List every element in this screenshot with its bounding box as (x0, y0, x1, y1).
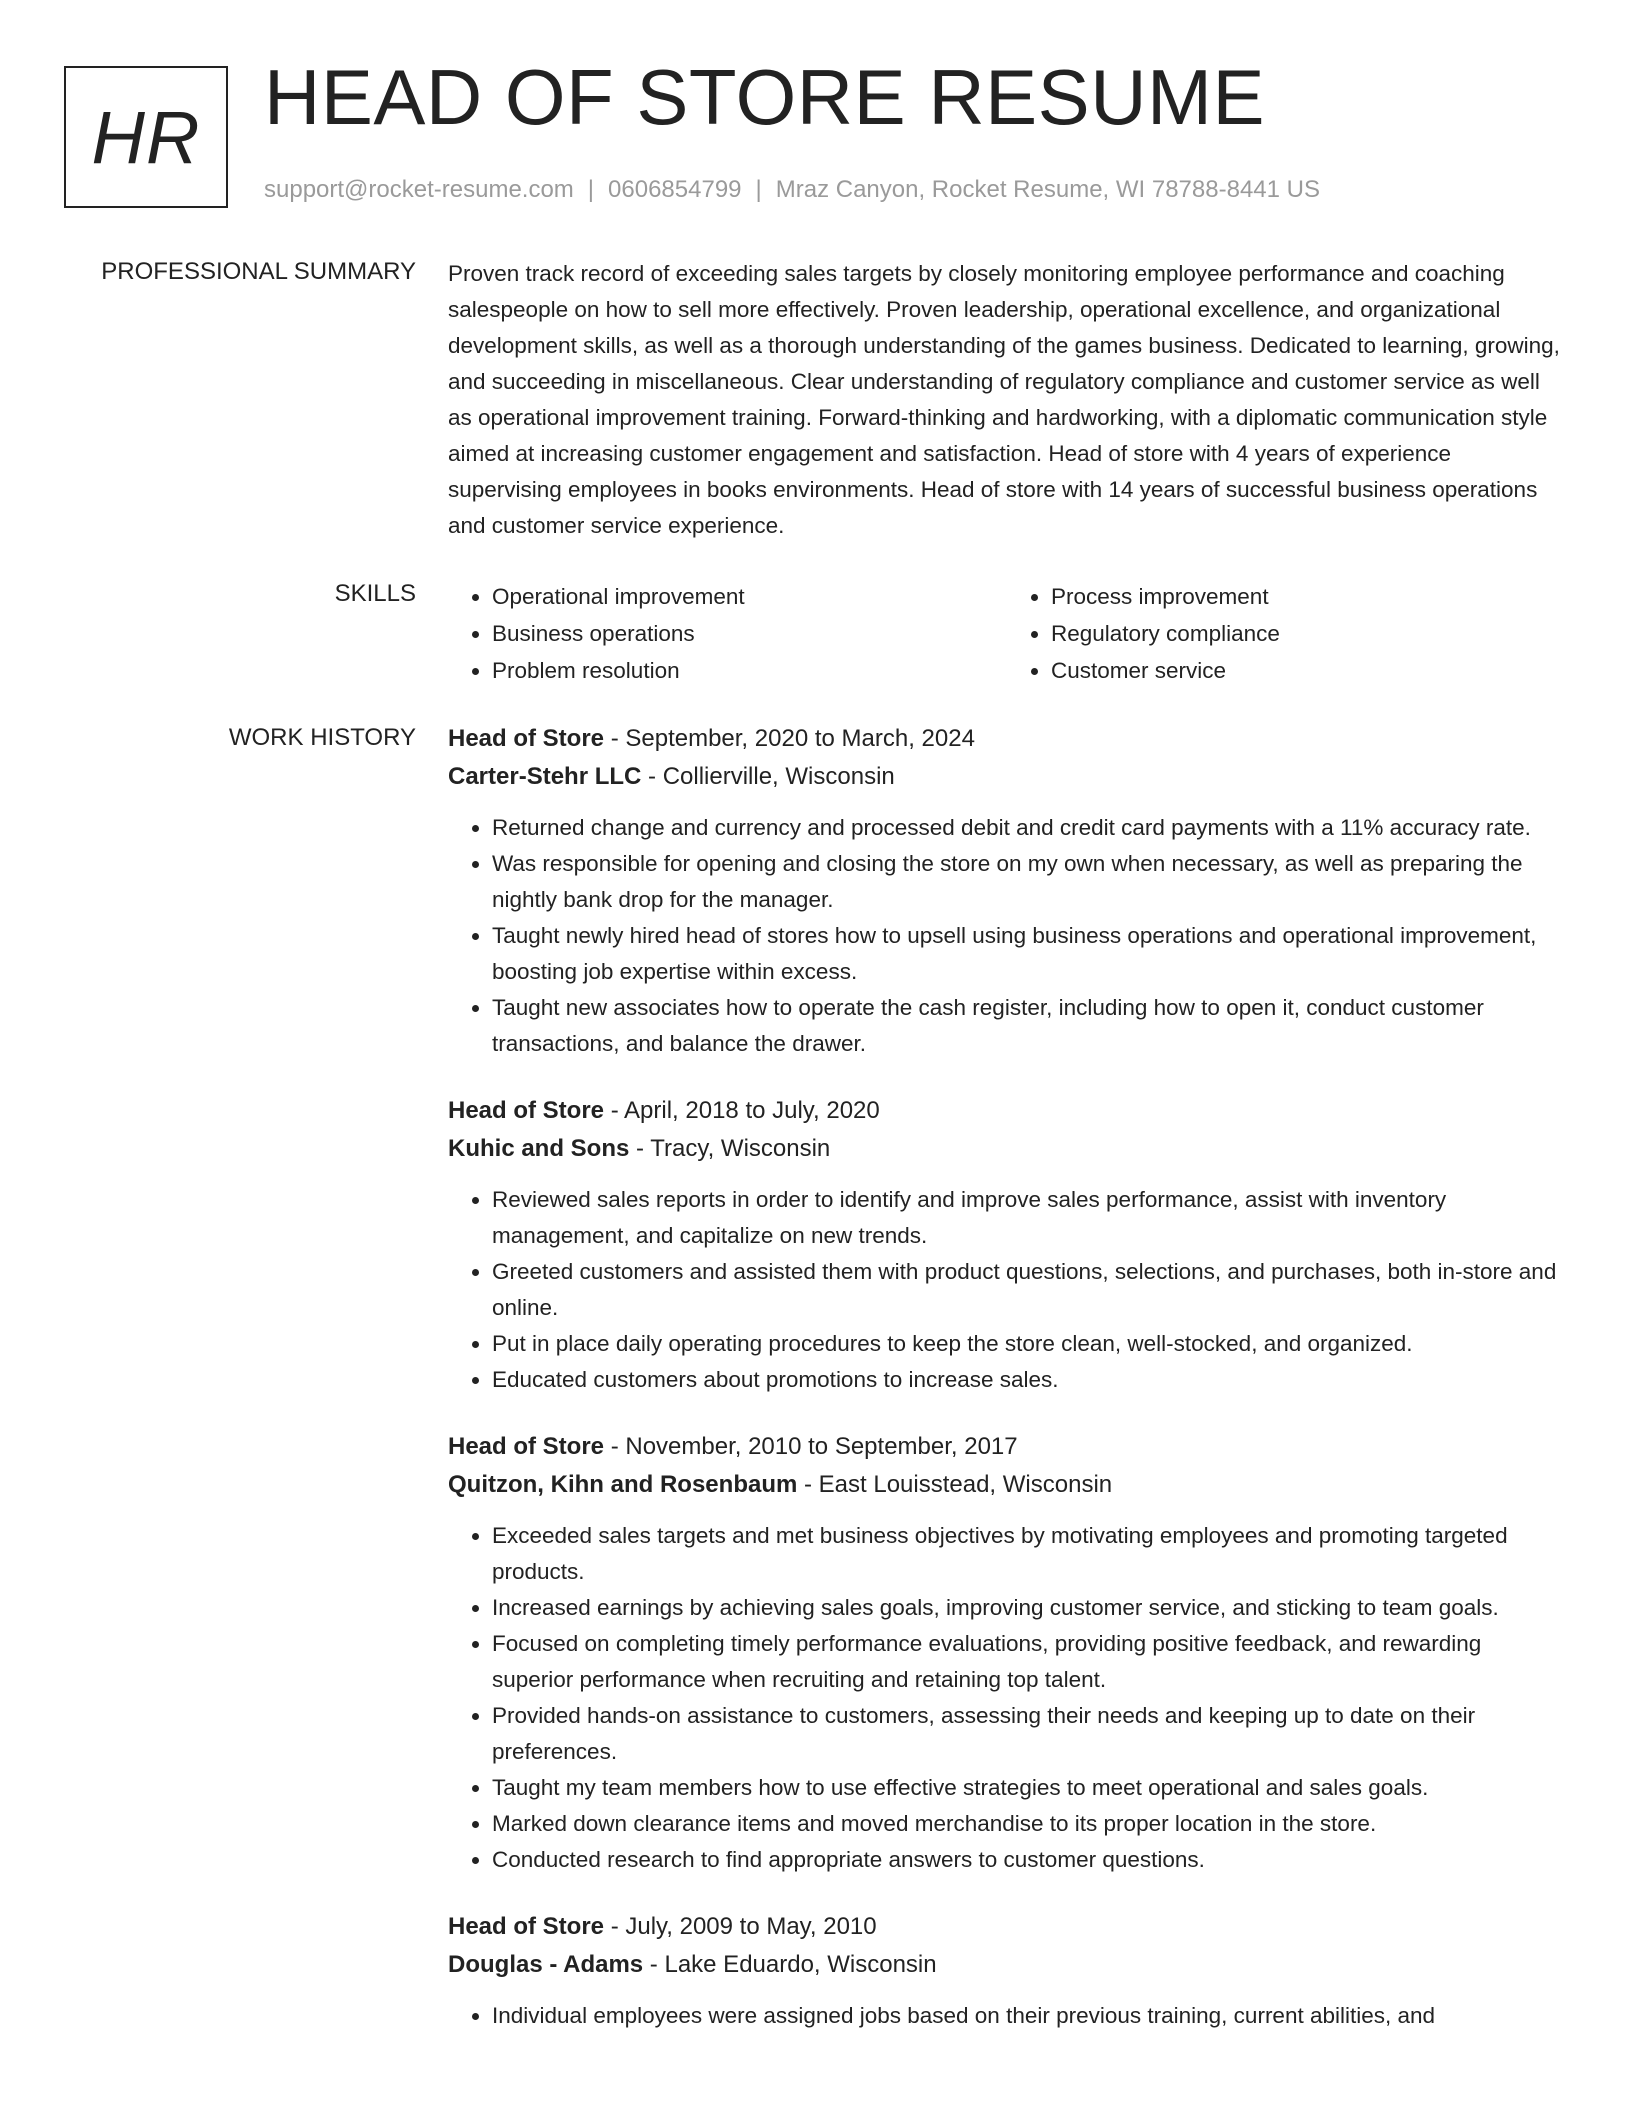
job-title-line (448, 1908, 1566, 1946)
skills-column-1 (448, 578, 1007, 689)
job-bullet: • Returned change and currency and processed debit and credit card payments with a 11% accuracy rate. (492, 810, 1566, 846)
job-bullet: • Put in place daily operating procedures to keep the store clean, well-stocked, and organized. (492, 1326, 1566, 1362)
resume-title: HEAD OF STORE RESUME (264, 53, 1266, 141)
job-bullet: • Taught my team members how to use effective strategies to meet operational and sales goals. (492, 1770, 1566, 1806)
skill-item: • Regulatory compliance (1051, 615, 1566, 652)
job-entry (448, 1428, 1566, 1878)
job-title: Head of Store (448, 1433, 605, 1460)
job-company-line (448, 1466, 1566, 1504)
job-title-line (448, 720, 1566, 758)
contact-phone[interactable]: 0606854799 (608, 176, 742, 203)
job-title: Head of Store (448, 1097, 605, 1124)
contact-separator: | (755, 176, 762, 203)
job-title: Head of Store (448, 725, 605, 752)
job-bullet: • Was responsible for opening and closing the store on my own when necessary, as well as preparing the nightly bank drop for the manager. (492, 846, 1566, 918)
job-dates: - November, 2010 to September, 2017 (604, 1433, 1018, 1460)
monogram-initials: HR (91, 95, 201, 179)
job-company: Douglas - Adams (448, 1951, 644, 1978)
job-location: - East Louisstead, Wisconsin (797, 1471, 1113, 1498)
job-bullet: • Reviewed sales reports in order to identify and improve sales performance, assist with inventory management, and capitalize on new trends. (492, 1182, 1566, 1254)
job-title: Head of Store (448, 1913, 605, 1940)
summary-text: Proven track record of exceeding sales targets by closely monitoring employee performance and coaching salespeople on how to sell more effectively. Proven leadership, operational excellence, and organizational development skills, as well as a thorough understanding of the games business. Dedicated to learning, growing, and succeeding in miscellaneous. Clear understanding of regulatory compliance and customer service as well as operational improvement training. Forward-thinking and hardworking, with a diplomatic communication style aimed at increasing customer engagement and satisfaction. Head of store with 4 years of experience supervising employees in books environments. Head of store with 14 years of successful business operations and customer service experience. (448, 261, 1560, 538)
work-history-body (448, 720, 1566, 2064)
job-dates: - April, 2018 to July, 2020 (604, 1097, 880, 1124)
work-history-label: WORK HISTORY (228, 724, 416, 751)
job-bullet: • Greeted customers and assisted them with product questions, selections, and purchases, both in-store and online. (492, 1254, 1566, 1326)
job-dates: - July, 2009 to May, 2010 (604, 1913, 877, 1940)
contact-address: Mraz Canyon, Rocket Resume, WI 78788-8441 US (775, 176, 1320, 203)
job-company: Kuhic and Sons (448, 1135, 630, 1162)
contact-separator: | (587, 176, 595, 203)
skill-item: • Business operations (492, 615, 1007, 652)
skills-label: SKILLS (334, 580, 416, 607)
skills-column-2 (1007, 578, 1566, 689)
job-bullets (448, 1182, 1566, 1398)
job-bullets (448, 1998, 1566, 2034)
summary-body (448, 256, 1566, 544)
job-bullet: • Taught new associates how to operate the cash register, including how to open it, conduct customer transactions, and balance the drawer. (492, 990, 1566, 1062)
job-bullet: • Provided hands-on assistance to customers, assessing their needs and keeping up to date on their preferences. (492, 1698, 1566, 1770)
skill-item: • Problem resolution (492, 652, 1007, 689)
job-title-line (448, 1428, 1566, 1466)
job-dates: - September, 2020 to March, 2024 (604, 725, 975, 752)
job-company: Carter-Stehr LLC (448, 763, 642, 790)
skills-list (448, 578, 1566, 689)
job-bullets (448, 1518, 1566, 1878)
job-bullet: • Increased earnings by achieving sales goals, improving customer service, and sticking to team goals. (492, 1590, 1566, 1626)
job-bullet: • Exceeded sales targets and met business objectives by motivating employees and promoting targeted products. (492, 1518, 1566, 1590)
job-bullet: • Focused on completing timely performance evaluations, providing positive feedback, and rewarding superior performance when recruiting and retaining top talent. (492, 1626, 1566, 1698)
contact-line (264, 176, 1320, 204)
job-company-line (448, 758, 1566, 796)
skill-item: • Operational improvement (492, 578, 1007, 615)
job-company: Quitzon, Kihn and Rosenbaum (448, 1471, 798, 1498)
job-bullet: • Conducted research to find appropriate answers to customer questions. (492, 1842, 1566, 1878)
job-location: - Collierville, Wisconsin (641, 763, 895, 790)
contact-email[interactable]: support@rocket-resume.com (264, 176, 574, 203)
job-company-line (448, 1946, 1566, 1984)
job-location: - Tracy, Wisconsin (629, 1135, 831, 1162)
skill-item: • Process improvement (1051, 578, 1566, 615)
job-title-line (448, 1092, 1566, 1130)
job-entry (448, 1092, 1566, 1398)
job-entry (448, 720, 1566, 1062)
job-company-line (448, 1130, 1566, 1168)
job-entry (448, 1908, 1566, 2034)
job-bullet: • Individual employees were assigned jobs based on their previous training, current abilities, and (492, 1998, 1566, 2034)
job-bullet: • Educated customers about promotions to increase sales. (492, 1362, 1566, 1398)
skill-item: • Customer service (1051, 652, 1566, 689)
job-bullets (448, 810, 1566, 1062)
job-bullet: • Taught newly hired head of stores how to upsell using business operations and operational improvement, boosting job expertise within excess. (492, 918, 1566, 990)
job-location: - Lake Eduardo, Wisconsin (643, 1951, 937, 1978)
summary-label: PROFESSIONAL SUMMARY (101, 258, 416, 285)
monogram-badge (64, 66, 228, 208)
job-bullet: • Marked down clearance items and moved merchandise to its proper location in the store. (492, 1806, 1566, 1842)
